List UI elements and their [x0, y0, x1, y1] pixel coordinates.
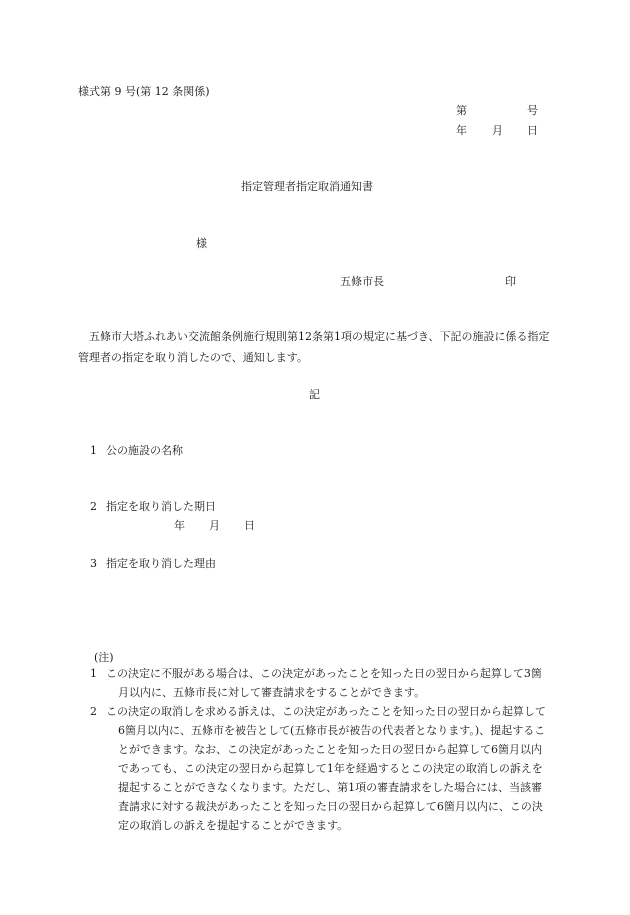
item-1-number: 1	[90, 444, 97, 457]
item-2-label: 指定を取り消した期日	[106, 500, 216, 513]
notes-heading: (注)	[94, 651, 114, 664]
item-1-label: 公の施設の名称	[106, 444, 183, 457]
note-1-text: この決定に不服がある場合は、この決定があったことを知った日の翌日から起算して3箇月以内に、五條市長に対して審査請求をすることができます。	[106, 667, 542, 699]
item-2-year: 年	[174, 519, 185, 532]
item-2-number: 2	[90, 500, 97, 513]
note-2	[78, 702, 552, 835]
ki-heading: 記	[309, 388, 320, 401]
issuer-name: 五條市長	[340, 275, 384, 288]
number-prefix: 第	[456, 104, 467, 117]
item-3-label: 指定を取り消した理由	[106, 557, 216, 570]
item-3-number: 3	[90, 557, 97, 570]
addressee-suffix: 様	[196, 237, 207, 250]
date-month: 月	[492, 124, 503, 137]
body-paragraph: 五條市大塔ふれあい交流館条例施行規則第12条第1項の規定に基づき、下記の施設に係る指定管理者の指定を取り消したので、通知します。	[78, 330, 550, 364]
note-2-text: この決定の取消しを求める訴えは、この決定があったことを知った日の翌日から起算して6箇月以内に、五條市を被告として(五條市長が被告の代表者となります。)、提起することができます。なお、この決定があったことを知った日の翌日から起算して6箇月以内であっても、この決定の翌日から起算して1年を経過するとこの決定の取消しの訴えを提起することができなくなります。ただし、第1項の審査請求をした場合には、当該審査請求に対する裁決があったことを知った日の翌日から起算して6箇月以内に、この決定の取消しの訴えを提起することができます。	[106, 705, 546, 832]
form-label: 様式第 9 号(第 12 条関係)	[78, 85, 210, 98]
number-suffix: 号	[527, 104, 538, 117]
date-day: 日	[527, 124, 538, 137]
note-1	[78, 664, 552, 702]
note-2-number: 2	[90, 705, 97, 718]
seal-mark: 印	[505, 275, 516, 288]
note-1-number: 1	[90, 667, 97, 680]
document-title: 指定管理者指定取消通知書	[241, 180, 373, 193]
date-year: 年	[456, 124, 467, 137]
item-2-day: 日	[244, 519, 255, 532]
item-2-month: 月	[209, 519, 220, 532]
